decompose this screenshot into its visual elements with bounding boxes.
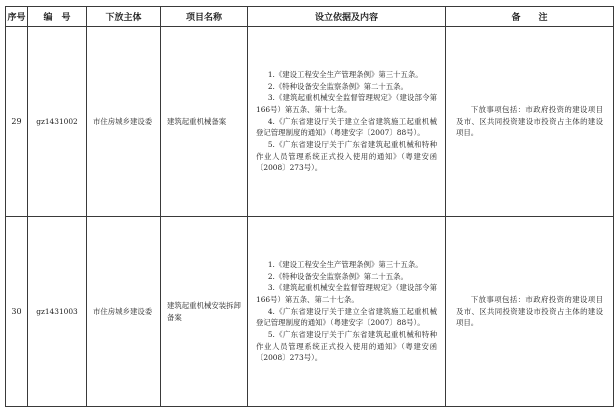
- cell-remark: [446, 27, 614, 217]
- cell-name: 建筑起重机械安装拆卸备案: [161, 217, 248, 407]
- basis-item: 5.《广东省建设厅关于广东省建筑起重机械和特种作业人员管理系统正式投入使用的通知》（粤建安函〔2008〕273号）。: [256, 140, 437, 173]
- remark-text: 下放事项包括：市政府投资的建设项目及市、区共同投资建设市投资占主体的建设项目。: [456, 294, 603, 328]
- cell-name: 建筑起重机械备案: [161, 27, 248, 217]
- cell-code: gz1431002: [28, 27, 87, 217]
- cell-basis: [248, 217, 446, 407]
- cell-code: gz1431003: [28, 217, 87, 407]
- table-row: [6, 27, 614, 217]
- header-basis: 设立依据及内容: [248, 7, 446, 27]
- delegated-items-table: [5, 6, 614, 407]
- basis-item: 1.《建设工程安全生产管理条例》第三十五条。: [267, 259, 423, 269]
- cell-remark: [446, 217, 614, 407]
- cell-subject: 市住房城乡建设委: [87, 27, 161, 217]
- remark-text: 下放事项包括：市政府投资的建设项目及市、区共同投资建设市投资占主体的建设项目。: [456, 104, 603, 138]
- basis-item: 5.《广东省建设厅关于广东省建筑起重机械和特种作业人员管理系统正式投入使用的通知》（粤建安函〔2008〕273号）。: [256, 330, 437, 363]
- table-row: [6, 217, 614, 407]
- table-header-row: [6, 7, 614, 27]
- basis-item: 3.《建筑起重机械安全监督管理规定》（建设部令第166号）第五条、第二十七条。: [256, 283, 437, 304]
- header-name: 项目名称: [161, 7, 248, 27]
- header-no: 序号: [6, 7, 28, 27]
- cell-no: 29: [6, 27, 28, 217]
- header-code: 编 号: [28, 7, 87, 27]
- basis-item: 2.《特种设备安全监察条例》第二十五条。: [267, 81, 408, 91]
- cell-basis: [248, 27, 446, 217]
- header-subject: 下放主体: [87, 7, 161, 27]
- cell-subject: 市住房城乡建设委: [87, 217, 161, 407]
- basis-item: 3.《建筑起重机械安全监督管理规定》（建设部令第166号）第五条、第十七条。: [256, 93, 437, 114]
- document-page: [5, 6, 613, 408]
- basis-item: 4.《广东省建设厅关于建立全省建筑施工起重机械登记管理制度的通知》（粤建安字〔2007〕88号）。: [256, 306, 437, 328]
- basis-item: 1.《建设工程安全生产管理条例》第三十五条。: [267, 69, 423, 79]
- cell-no: 30: [6, 217, 28, 407]
- basis-item: 4.《广东省建设厅关于建立全省建筑施工起重机械登记管理制度的通知》（粤建安字〔2007〕88号）。: [256, 116, 437, 138]
- header-remark: 备 注: [446, 7, 614, 27]
- basis-item: 2.《特种设备安全监察条例》第二十五条。: [267, 271, 408, 281]
